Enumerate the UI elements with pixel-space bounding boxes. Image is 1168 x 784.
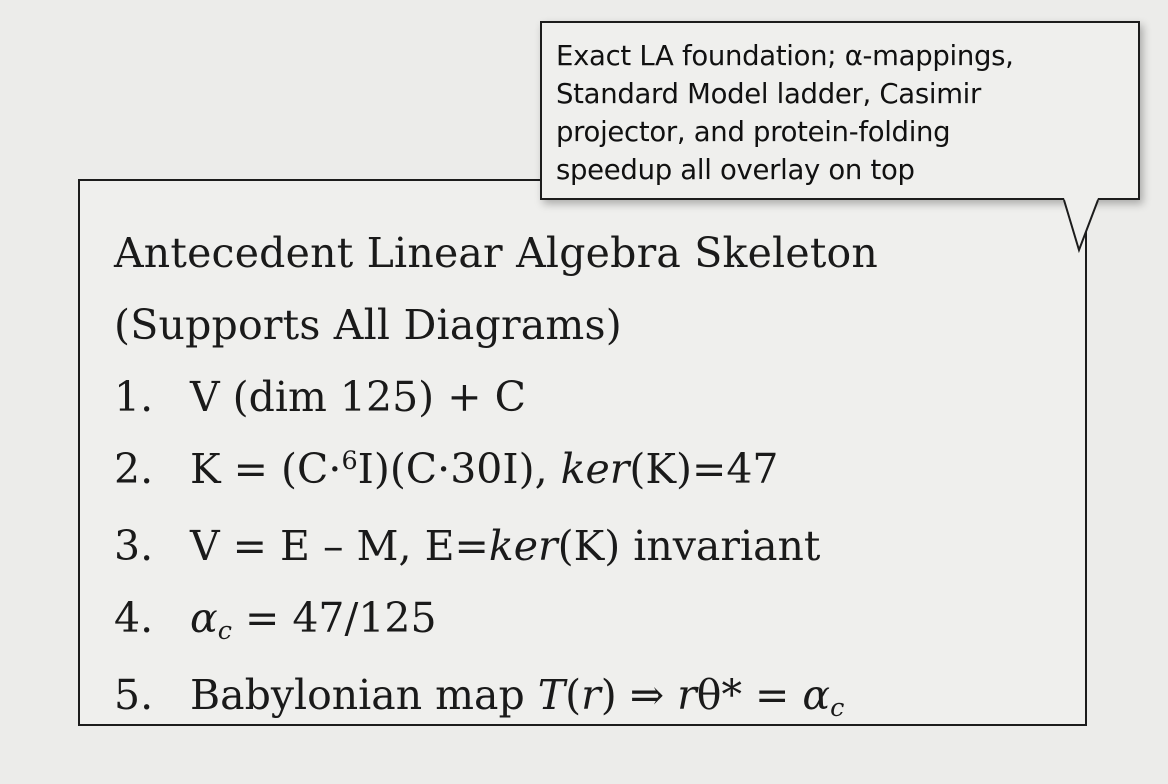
item-segment: ) ⇒ xyxy=(600,671,678,719)
item-text xyxy=(190,510,820,582)
list-item-4 xyxy=(114,582,1061,659)
subscript: c xyxy=(217,615,232,646)
item-segment: ( xyxy=(565,671,582,719)
item-segment: (K)=47 xyxy=(629,445,779,493)
callout-text xyxy=(556,37,1124,189)
list-item-2 xyxy=(114,433,1061,510)
math-variable: r xyxy=(677,671,697,719)
ker-operator: ker xyxy=(488,522,558,570)
item-segment: Babylonian map xyxy=(190,671,538,719)
math-variable: T xyxy=(537,671,566,719)
item-segment: I)(C·30I), xyxy=(357,445,561,493)
item-number: 4. xyxy=(114,594,154,642)
item-segment: V (dim 125) + C xyxy=(190,373,526,421)
callout-line: speedup all overlay on top xyxy=(556,154,915,186)
list-item-3 xyxy=(114,510,1061,582)
item-segment: θ* = xyxy=(696,671,803,719)
subscript: c xyxy=(830,692,845,723)
item-number: 5. xyxy=(114,671,154,719)
callout-tail-pointer xyxy=(1060,196,1106,254)
ker-operator: ker xyxy=(560,445,630,493)
skeleton-box xyxy=(78,179,1087,726)
callout-line: projector, and protein-folding xyxy=(556,116,951,148)
item-text xyxy=(190,433,779,510)
heading-line-1: Antecedent Linear Algebra Skeleton xyxy=(114,229,878,277)
item-segment: K = (C· xyxy=(190,445,342,493)
alpha-symbol: α xyxy=(802,671,831,719)
math-variable: r xyxy=(581,671,601,719)
item-text xyxy=(190,361,526,433)
item-number: 3. xyxy=(114,522,154,570)
item-number: 1. xyxy=(114,373,154,421)
alpha-symbol: α xyxy=(190,594,218,642)
item-segment: (K) invariant xyxy=(557,522,821,570)
callout-bubble xyxy=(540,21,1140,200)
list-item-1 xyxy=(114,361,1061,433)
item-segment: V = E – M, E= xyxy=(190,522,489,570)
callout-line: Standard Model ladder, Casimir xyxy=(556,78,982,110)
list-item-5 xyxy=(114,659,1061,736)
item-segment: = 47/125 xyxy=(231,594,437,642)
item-text xyxy=(190,582,437,659)
callout-line: Exact LA foundation; α-mappings, xyxy=(556,40,1014,72)
skeleton-content xyxy=(114,217,1061,736)
superscript: 6 xyxy=(341,445,358,476)
item-text xyxy=(190,659,844,736)
item-number: 2. xyxy=(114,445,154,493)
heading-line-2: (Supports All Diagrams) xyxy=(114,301,622,349)
